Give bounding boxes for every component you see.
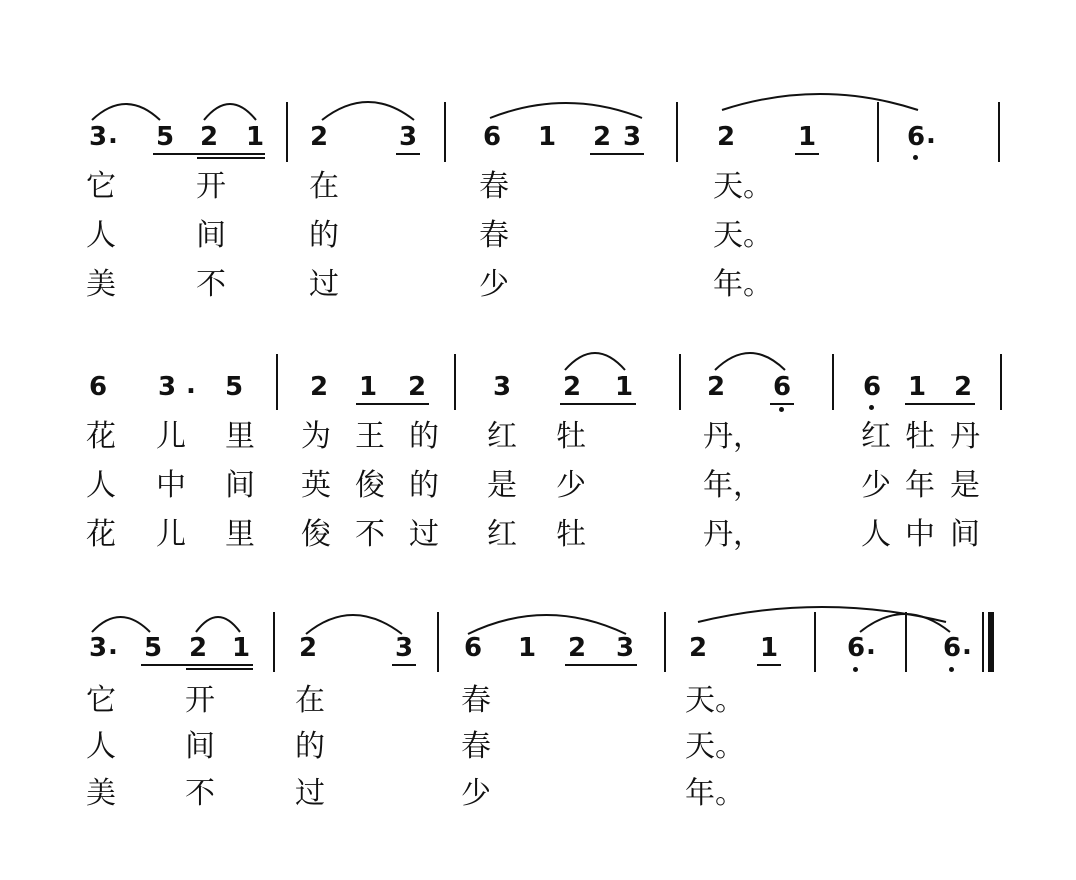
lyric-char: 开 [185,683,215,718]
barline [814,612,816,672]
underline-beam [565,664,637,666]
note: 6 [906,122,926,152]
lyric-char: 天。 [713,218,773,253]
lyric-char: 年。 [713,267,773,302]
barline [664,612,666,672]
final-barline-thick [988,612,994,672]
barline [998,102,1000,162]
slur [204,104,256,120]
lyric-char: 丹， [703,419,763,454]
barline [676,102,678,162]
lyric-char: 春 [479,169,509,204]
slur [565,353,625,370]
lyric-char: 儿 [156,419,186,454]
lyric-char: 少 [861,468,891,503]
lyric-char: 丹， [703,517,763,552]
note: 1 [517,633,537,663]
note: 3 [88,122,108,152]
low-octave-dot [913,155,918,160]
low-octave-dot [853,667,858,672]
underline-beam [396,153,420,155]
lyric-char: 春 [461,729,491,764]
lyric-char: 花 [86,419,116,454]
note: 2 [567,633,587,663]
lyric-char: 红 [487,517,517,552]
note: 2 [407,372,427,402]
barline [877,102,879,162]
barline [1000,354,1002,410]
lyric-char: 人 [86,729,116,764]
note: 5 [155,122,175,152]
slur [698,607,946,622]
lyric-char: 俊 [301,517,331,552]
lyric-char: 王 [355,419,385,454]
note: 3 [492,372,512,402]
dot-mark: . [108,120,118,150]
underline-beam [197,157,265,159]
note: 6 [463,633,483,663]
lyric-char: 英 [301,468,331,503]
underline-beam [757,664,781,666]
slur [490,103,642,118]
lyric-char: 里 [225,419,255,454]
lyric-char: 间 [225,468,255,503]
note: 1 [231,633,251,663]
dot-mark: . [962,631,972,661]
note: 6 [482,122,502,152]
lyric-char: 不 [355,517,385,552]
note: 1 [358,372,378,402]
slur [306,615,402,634]
lyric-char: 俊 [355,468,385,503]
note: 3 [88,633,108,663]
note: 2 [688,633,708,663]
note: 3 [394,633,414,663]
note: 6 [846,633,866,663]
lyric-char: 开 [196,169,226,204]
note: 5 [224,372,244,402]
lyric-char: 红 [861,419,891,454]
note: 2 [188,633,208,663]
barline [437,612,439,672]
lyric-char: 过 [295,776,325,811]
note: 2 [309,122,329,152]
lyric-char: 过 [409,517,439,552]
underline-beam [356,403,429,405]
note: 2 [716,122,736,152]
note: 1 [245,122,265,152]
lyric-char: 红 [487,419,517,454]
lyric-char: 过 [309,267,339,302]
underline-beam [590,153,644,155]
underline-beam [153,153,265,155]
lyric-char: 牡 [905,419,935,454]
lyric-char: 丹 [950,419,980,454]
slur [322,102,414,120]
slur [468,615,626,634]
barline [444,102,446,162]
underline-beam [770,403,794,405]
lyric-char: 年。 [685,776,745,811]
lyric-char: 在 [295,683,325,718]
lyric-char: 美 [86,267,116,302]
lyric-char: 少 [461,776,491,811]
underline-beam [141,664,253,666]
note: 6 [942,633,962,663]
dot-mark: . [186,370,196,400]
dot-mark: . [866,631,876,661]
slur [196,617,240,632]
lyric-char: 它 [86,683,116,718]
lyric-char: 是 [950,468,980,503]
note: 1 [797,122,817,152]
slur [92,617,150,632]
barline [273,612,275,672]
lyric-char: 不 [196,267,226,302]
lyric-char: 为 [301,419,331,454]
note: 3 [157,372,177,402]
note: 2 [592,122,612,152]
note: 5 [143,633,163,663]
lyric-char: 的 [309,218,339,253]
low-octave-dot [869,405,874,410]
lyric-char: 间 [196,218,226,253]
note: 1 [907,372,927,402]
lyric-char: 里 [225,517,255,552]
note: 1 [537,122,557,152]
note: 3 [398,122,418,152]
dot-mark: . [926,120,936,150]
lyric-char: 的 [295,729,325,764]
lyric-char: 少 [479,267,509,302]
note: 6 [88,372,108,402]
note: 2 [953,372,973,402]
dot-mark: . [108,631,118,661]
lyric-char: 天。 [713,169,773,204]
lyric-char: 的 [409,419,439,454]
lyric-char: 人 [86,468,116,503]
lyric-char: 是 [487,468,517,503]
lyric-char: 美 [86,776,116,811]
lyric-char: 牡 [556,517,586,552]
final-barline-thin [982,612,984,672]
lyric-char: 春 [461,683,491,718]
low-octave-dot [949,667,954,672]
note: 1 [614,372,634,402]
note: 3 [622,122,642,152]
lyric-char: 儿 [156,517,186,552]
barline [286,102,288,162]
lyric-char: 不 [185,776,215,811]
barline [832,354,834,410]
note: 2 [309,372,329,402]
lyric-char: 天。 [685,729,745,764]
lyric-char: 中 [905,517,935,552]
note: 2 [298,633,318,663]
lyric-char: 年， [703,468,763,503]
note: 2 [706,372,726,402]
lyric-char: 少 [556,468,586,503]
note: 1 [759,633,779,663]
slur [722,94,918,110]
lyric-char: 中 [156,468,186,503]
note: 2 [562,372,582,402]
note: 6 [862,372,882,402]
underline-beam [392,664,416,666]
note: 2 [199,122,219,152]
low-octave-dot [779,407,784,412]
underline-beam [795,153,819,155]
lyric-char: 间 [185,729,215,764]
underline-beam [560,403,636,405]
lyric-char: 它 [86,169,116,204]
barline [905,612,907,672]
slur [92,104,160,120]
underline-beam [905,403,975,405]
barline [454,354,456,410]
barline [276,354,278,410]
slur [715,353,785,370]
lyric-char: 间 [950,517,980,552]
lyric-char: 的 [409,468,439,503]
note: 3 [615,633,635,663]
barline [679,354,681,410]
lyric-char: 人 [86,218,116,253]
lyric-char: 牡 [556,419,586,454]
lyric-char: 在 [309,169,339,204]
lyric-char: 年 [905,468,935,503]
lyric-char: 天。 [685,683,745,718]
underline-beam [186,668,253,670]
lyric-char: 人 [861,517,891,552]
lyric-char: 春 [479,218,509,253]
note: 6 [772,372,792,402]
lyric-char: 花 [86,517,116,552]
